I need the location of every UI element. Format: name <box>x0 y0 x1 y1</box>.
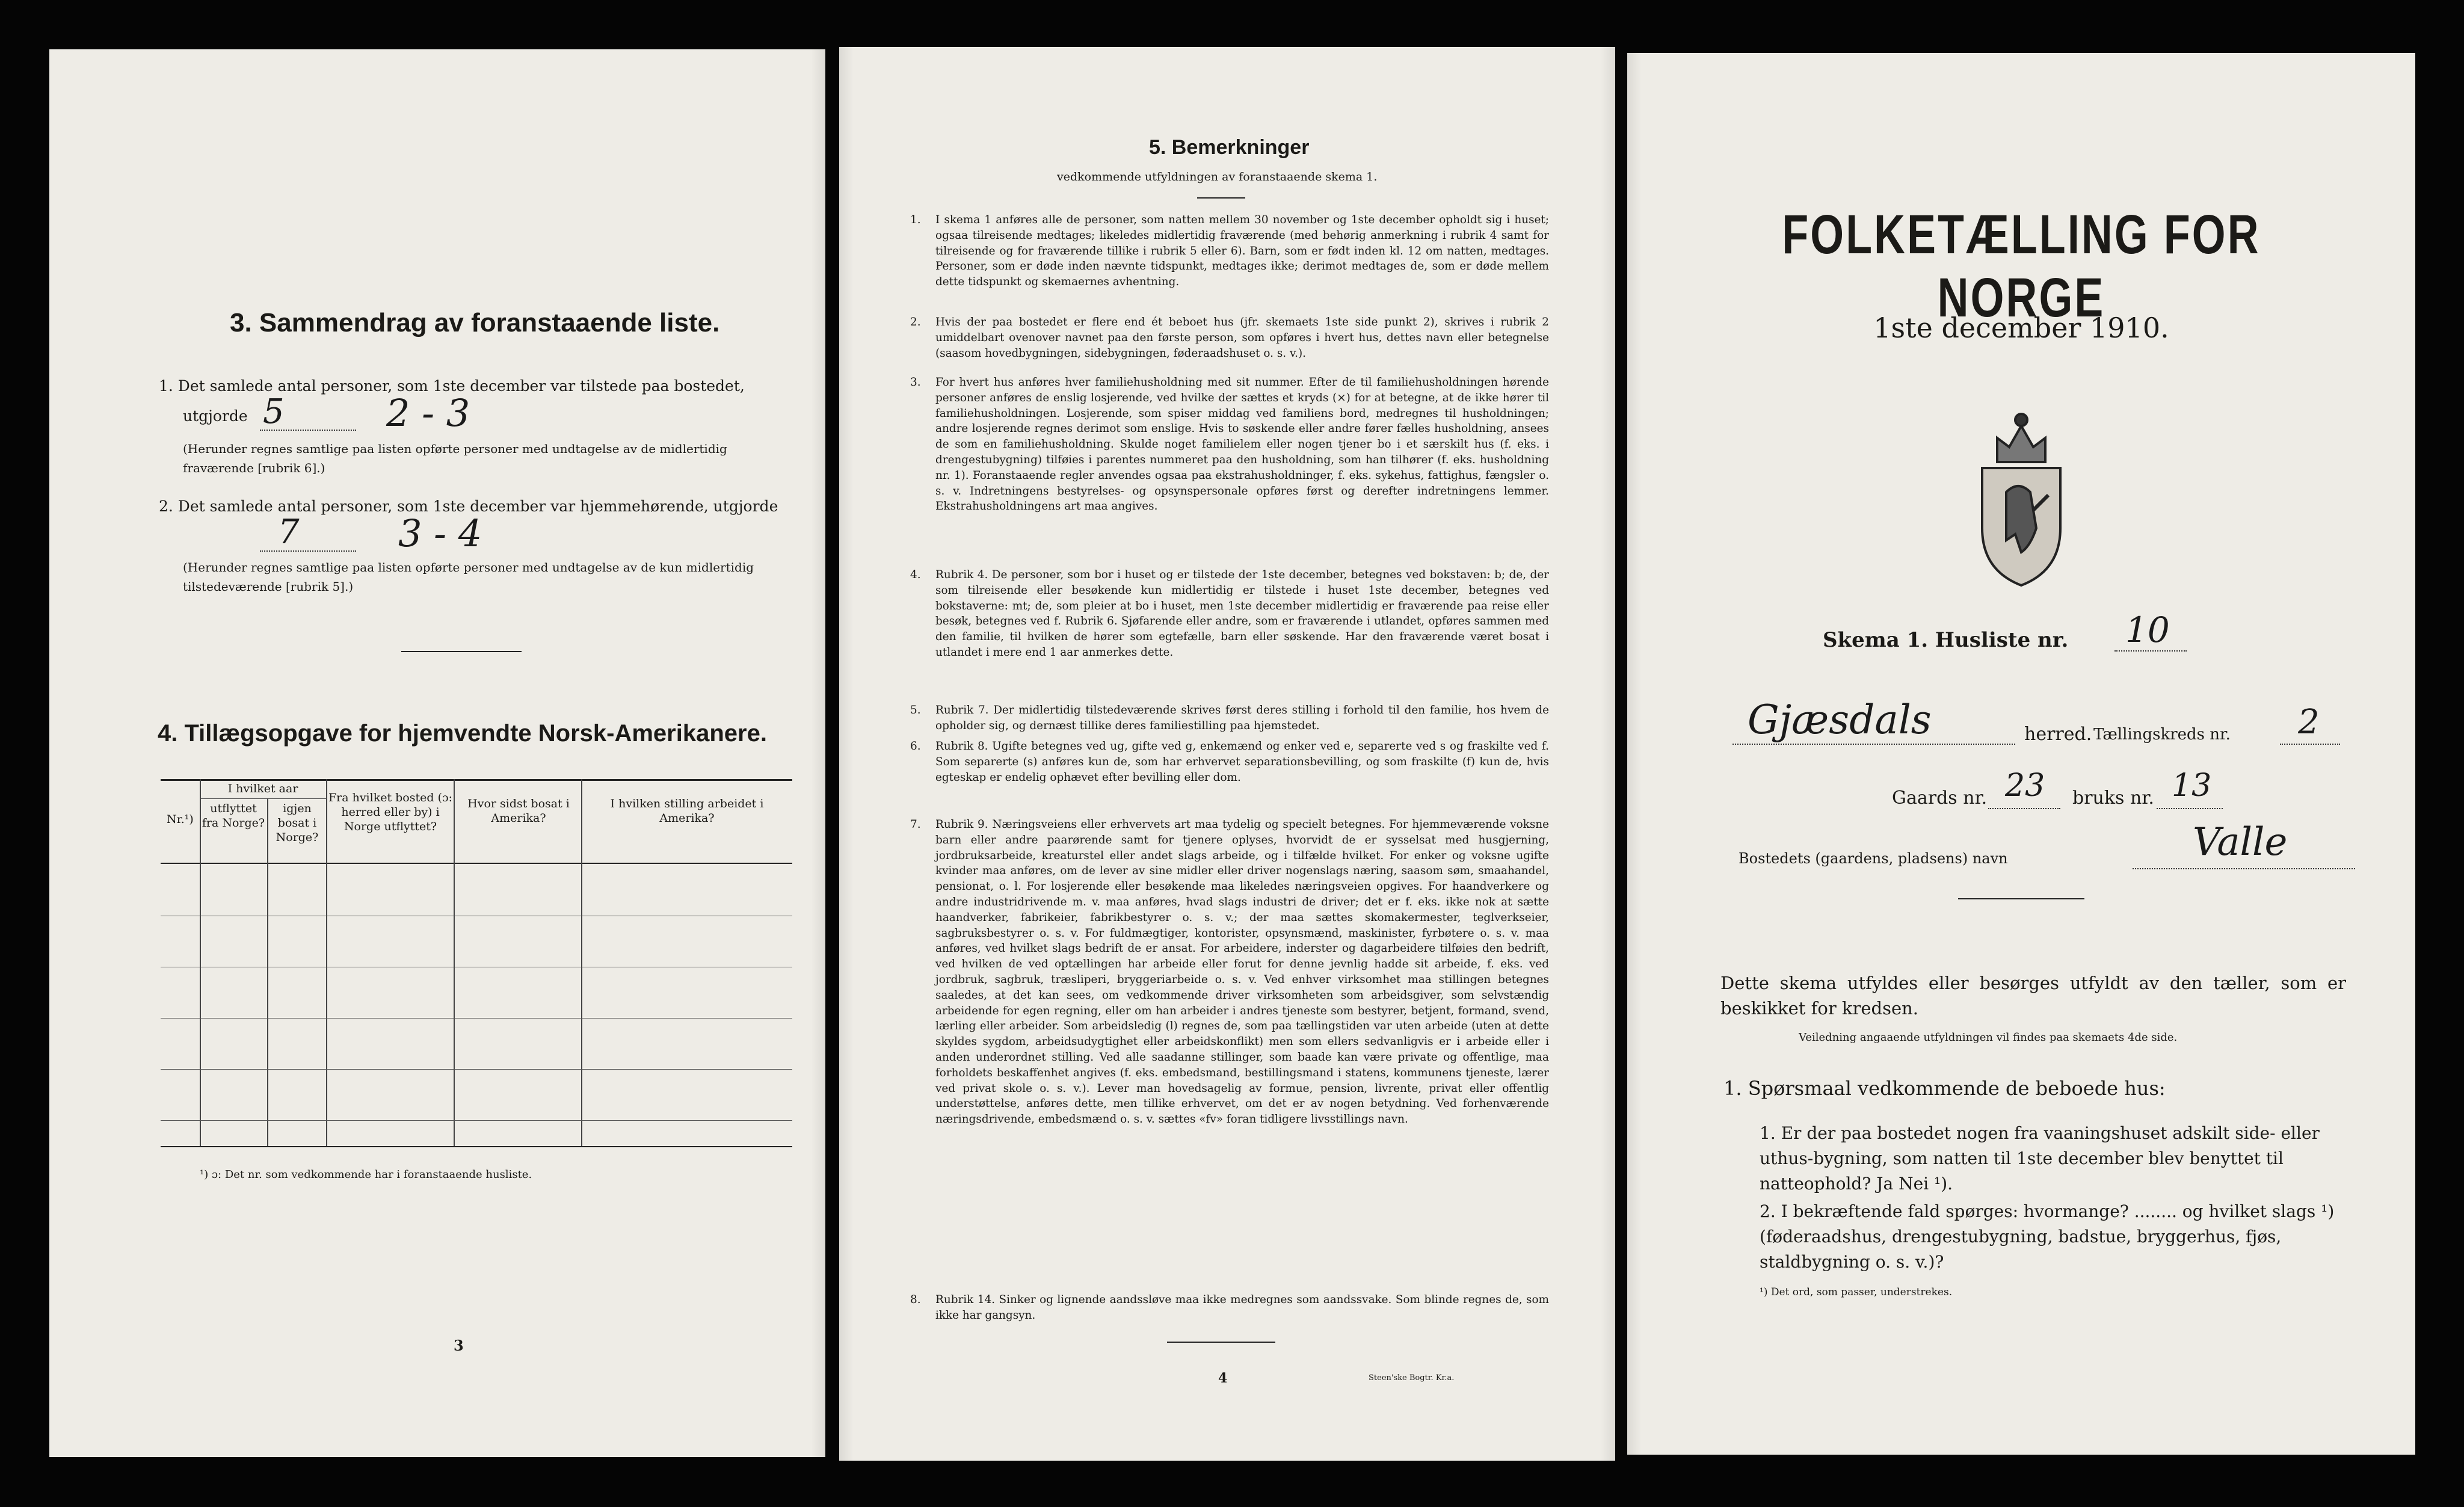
cover-footnote: ¹) Det ord, som passer, understrekes. <box>1760 1286 1953 1298</box>
bosted-label: Bostedets (gaardens, pladsens) navn <box>1739 850 2008 867</box>
schema-label: Skema 1. Husliste nr. <box>1823 628 2069 652</box>
col-header-stilling: I hvilken stilling arbeidet i Amerika? <box>610 797 764 825</box>
summary-item-1-label: utgjorde <box>183 407 248 425</box>
remarks-title: 5. Bemerkninger <box>1149 136 1310 159</box>
husliste-number: 10 <box>2125 609 2170 650</box>
table-row-rule <box>161 1018 792 1019</box>
table-footnote: ¹) ɔ: Det nr. som vedkommende har i foranstaaende husliste. <box>200 1168 532 1181</box>
col-header-igjen: igjen bosat i Norge? <box>276 802 319 844</box>
question-1-title: 1. Spørsmaal vedkommende de beboede hus: <box>1723 1077 2166 1100</box>
herred-label: herred. <box>2024 724 2092 745</box>
divider <box>401 651 522 652</box>
table-header-rule <box>161 863 792 864</box>
table-top-rule <box>161 779 792 781</box>
summary-item-2-note: (Herunder regnes samtlige paa listen opførte personer med undtagelse av de kun midlertidig tilstedeværende [rubrik 5].) <box>183 560 754 594</box>
intro-text: Dette skema utfyldes eller besørges utfyldt av den tæller, som er beskikket for kredsen. <box>1720 973 2346 1019</box>
section-4-title: 4. Tillægsopgave for hjemvendte Norsk-Amerikanere. <box>158 720 767 747</box>
page-number: 4 <box>1218 1370 1228 1386</box>
divider <box>1167 1342 1275 1343</box>
dotted-fill-line <box>1988 808 2060 809</box>
dotted-fill-line <box>2133 868 2355 869</box>
bruks-label: bruks nr. <box>2072 787 2154 809</box>
kreds-value: 2 <box>2298 703 2320 742</box>
section-3-title: 3. Sammendrag av foranstaaende liste. <box>230 308 720 337</box>
remark-item-8: 8. Rubrik 14. Sinker og lignende aandssløve maa ikke medregnes som aandssvake. Som blinde regnes de, som ikke har gangsyn. <box>910 1293 1549 1322</box>
table-col-rule <box>326 779 327 1146</box>
table-col-rule <box>267 798 268 1146</box>
kreds-label: Tællingskreds nr. <box>2093 726 2231 744</box>
page-1-cover <box>1627 53 2415 1455</box>
remark-item-3: 3. For hvert hus anføres hver familiehusholdning med sit nummer. Efter de til familiehusholdningen hørende personer anføres de enslig losjerende, ved hvilke der sættes et kryds (×) for at betegne, at de ikke hører til familiehusholdningen. Losjerende, som spiser middag ved familiens bord, medregnes til husholdningen; andre losjerende regnes derimot som enslige. Hvis to søskende eller andre fører fælles husholdning, ansees de som en familiehusholdning. Skulde noget familielem eller nogen tjener bo i et særskilt hus (f. eks. i drengestubygning) tilføies i parentes nummeret paa den husholdning, som han tilhører (f. eks. husholdning nr. 1). Foranstaaende regler anvendes ogsaa paa ekstrahusholdninger, f. eks. sykehus, fattighus, fængsler o. s. v. Indretningens bestyrelses- og opsynspersonale opføres først og derefter indretningens lemmer. Ekstrahusholdningens art maa angives. <box>910 376 1549 513</box>
page-gutter-shadow <box>811 49 825 1457</box>
norwegian-coat-of-arms-icon <box>1964 390 2078 588</box>
page-gutter-shadow <box>839 47 854 1461</box>
table-row-rule <box>161 1069 792 1070</box>
dotted-fill-line <box>2157 808 2223 809</box>
herred-value: Gjæsdals <box>1748 697 1932 743</box>
table-col-rule <box>200 779 201 1146</box>
remark-item-6: 6. Rubrik 8. Ugifte betegnes ved ug, gifte ved g, enkemænd og enker ved e, separerte ved s og fraskilte ved f. Som separerte (s) anføres kun de, som har erhvervet separationsbevilling, og som fraskilte (f) kun de, hvis egteskap er endelig ophævet efter bevilling eller dom. <box>910 740 1549 784</box>
table-col-rule <box>581 779 582 1146</box>
remark-item-1: 1. I skema 1 anføres alle de personer, som natten mellem 30 november og 1ste december opholdt sig i huset; ogsaa tilreisende medtages; likeledes midlertidig fraværende (med behørig anmerkning i rubrik 4 samt for tilreisende og for fraværende tillike i rubrik 5 eller 6). Barn, som er født inden kl. 12 om natten, medtages. Personer, som er døde inden nævnte tidspunkt, medtages ikke; derimot medtages de, som er døde mellem dette tidspunkt og skemaernes avhentning. <box>910 214 1549 289</box>
dotted-fill-line <box>2114 650 2187 652</box>
col-header-fra-hvilket: Fra hvilket bosted (ɔ: herred eller by) i Norge utflyttet? <box>328 791 453 833</box>
summary-item-2-value: 7 <box>278 513 300 552</box>
census-title: FOLKETÆLLING FOR NORGE <box>1782 204 2261 328</box>
summary-item-1-annotation: 2 - 3 <box>386 391 470 435</box>
summary-item-1: 1. Det samlede antal personer, som 1ste december var tilstede paa bostedet, <box>159 377 745 395</box>
page-4-remarks <box>839 47 1615 1461</box>
table-row-rule <box>161 1120 792 1121</box>
divider <box>1197 197 1245 199</box>
remark-item-7: 7. Rubrik 9. Næringsveiens eller erhvervets art maa tydelig og specielt betegnes. For hjemmeværende voksne barn eller andre paarørende samt for tjenere oplyses, hvorvidt de er sysselsat med husgjerning, jordbruksarbeide, kreaturstel eller andet slags arbeide, og i tilfælde hvilket. For enker og voksne ugifte kvinder maa anføres, om de lever av sine midler eller driver nogenslags næring, saasom søm, smaahandel, pensionat, o. l. For losjerende eller besøkende maa likeledes næringsveien opgives. For haandverkere og andre industridrivende m. v. maa anføres, hvad slags industri de driver; det er f. eks. ikke nok at sætte haandverker, fabrikeier, fabrikbestyrer o. s. v.; der maa sættes skomakermester, teglverkseier, sagbruksbestyrer o. s. v. For fuldmægtiger, kontorister, opsynsmænd, maskinister, fyrbøtere o. s. v. maa anføres, ved hvilket slags bedrift de er ansat. For arbeidere, inderster og dagarbeidere tilføies den bedrift, ved hvilken de ved optællingen har arbeide eller forut for denne jevnlig hadde sit arbeide, f. eks. ved jordbruk, sagbruk, træsliperi, bryggeriarbeide o. s. v. Ved enhver virksomhet maa stillingen betegnes saaledes, at det kan sees, om vedkommende driver virksomheten som arbeidsgiver, som selvstændig arbeidende for egen regning, eller om han arbeider i andres tjeneste som bestyrer, betjent, formand, svend, lærling eller arbeider. Som arbeidsledig (l) regnes de, som paa tællingstiden var uten arbeide (uten at dette skyldes sygdom, arbeidsudygtighet eller arbeidskonflikt) men som ellers sedvanligvis er i arbeide eller i anden underordnet stilling. Ved alle saadanne stillinger, som baade kan være private og offentlige, maa forholdets beskaffenhet angives (f. eks. embedsmand, bestillingsmand i statens, kommunens tjeneste, lærer ved privat skole o. s. v.). Lever man hovedsagelig av formue, pension, livrente, privat eller offentlig understøttelse, anføres dette, men tillike erhvervet, om det er av nogen betydning. Ved forhenværende næringsdrivende, embedsmænd o. s. v. sættes «fv» foran tidligere livsstillings navn. <box>910 818 1549 1126</box>
col-header-hvor-sidst: Hvor sidst bosat i Amerika? <box>467 797 570 825</box>
dotted-fill-line <box>260 430 356 431</box>
summary-item-2: 2. Det samlede antal personer, som 1ste december var hjemmehørende, utgjorde <box>159 498 778 515</box>
bruks-value: 13 <box>2172 768 2212 804</box>
gaards-value: 23 <box>2005 768 2045 804</box>
census-date: 1ste december 1910. <box>1873 312 2169 344</box>
page-3-summary <box>49 49 825 1457</box>
gaards-label: Gaards nr. <box>1892 787 1988 809</box>
page-gutter-shadow <box>1601 47 1615 1461</box>
dotted-fill-line <box>2280 744 2340 745</box>
printer-mark: Steen'ske Bogtr. Kr.a. <box>1369 1373 1455 1382</box>
remarks-subtitle: vedkommende utfyldningen av foranstaaende skema 1. <box>1057 170 1378 183</box>
remark-item-4: 4. Rubrik 4. De personer, som bor i huset og er tilstede der 1ste december, betegnes ved bokstaven: b; de, der som tilreisende eller besøkende kun midlertidig er tilstede i huset 1ste december, betegnes ved bokstaverne: mt; de, som pleier at bo i huset, men 1ste december midlertidig er fraværende paa reise eller besøk, betegnes ved f. Rubrik 6. Sjøfarende eller andre, som er fraværende i utlandet, opføres sammen med den familie, til hvilken de hører som egtefælle, barn eller søskende. Har den fraværende været bosat i utlandet i mere end 1 aar anmerkes dette. <box>910 569 1549 659</box>
remark-item-5: 5. Rubrik 7. Der midlertidig tilstedeværende skrives først deres stilling i forhold til den familie, hos hvem de opholder sig, og dernæst tillike deres familiestilling paa hjemstedet. <box>910 704 1549 732</box>
summary-item-1-note: (Herunder regnes samtlige paa listen opførte personer med undtagelse av de midlertidig fraværende [rubrik 6].) <box>183 442 727 475</box>
page-gutter-shadow <box>1627 53 1642 1455</box>
table-col-rule <box>454 779 455 1146</box>
group-header-rule <box>200 798 326 799</box>
summary-item-2-annotation: 3 - 4 <box>398 511 482 555</box>
dotted-fill-line <box>260 550 356 552</box>
page-number: 3 <box>454 1337 464 1354</box>
veiledning-text: Veiledning angaaende utfyldningen vil findes paa skemaets 4de side. <box>1799 1031 2178 1044</box>
question-1-1: 1. Er der paa bostedet nogen fra vaaningshuset adskilt side- eller uthus-bygning, som natten til 1ste december blev benyttet til natteophold? Ja Nei ¹). <box>1760 1123 2320 1194</box>
ornament-divider <box>1958 898 2084 899</box>
col-header-group: I hvilket aar <box>227 782 298 795</box>
dotted-fill-line <box>1732 744 2015 745</box>
table-bottom-rule <box>161 1146 792 1147</box>
question-1-2: 2. I bekræftende fald spørges: hvormange? ........ og hvilket slags ¹) (føderaadshus, drengestubygning, badstue, bryggerhus, fjøs, staldbygning o. s. v.)? <box>1760 1201 2335 1272</box>
remark-item-2: 2. Hvis der paa bostedet er flere end ét beboet hus (jfr. skemaets 1ste side punkt 2), skrives i rubrik 2 umiddelbart ovenover navnet paa den første person, som opføres i hvert hus, dettes navn eller betegnelse (saasom hovedbygningen, sidebygningen, føderaadshuset o. s. v.). <box>910 316 1549 360</box>
col-header-utflyttet: utflyttet fra Norge? <box>202 802 265 830</box>
col-header-nr: Nr.¹) <box>167 813 194 826</box>
bosted-value: Valle <box>2193 820 2288 864</box>
summary-item-1-value: 5 <box>263 392 285 431</box>
